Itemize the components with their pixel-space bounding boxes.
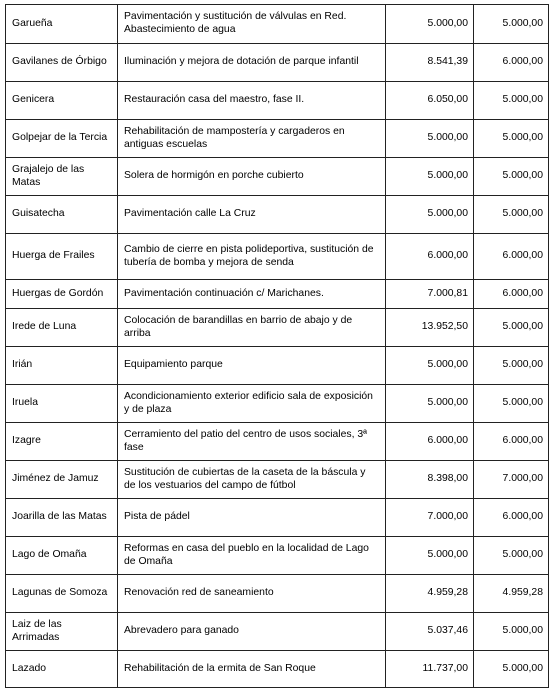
budget-amount-cell: 8.541,39 (386, 44, 474, 82)
grant-amount-cell: 5.000,00 (474, 651, 549, 688)
town-cell: Grajalejo de las Matas (6, 158, 118, 196)
town-cell: Guisatecha (6, 196, 118, 234)
work-description-cell: Rehabilitación de mampostería y cargaderos en antiguas escuelas (118, 120, 386, 158)
budget-amount-cell: 6.000,00 (386, 423, 474, 461)
town-cell: Iruela (6, 385, 118, 423)
budget-amount-cell: 5.000,00 (386, 196, 474, 234)
town-cell: Gavilanes de Órbigo (6, 44, 118, 82)
work-description-cell: Renovación red de saneamiento (118, 575, 386, 613)
town-cell: Lazado (6, 651, 118, 688)
grant-amount-cell: 6.000,00 (474, 234, 549, 280)
table-row (6, 423, 549, 461)
table-row (6, 309, 549, 347)
budget-amount-cell: 5.000,00 (386, 158, 474, 196)
grant-amount-cell: 7.000,00 (474, 461, 549, 499)
budget-amount-cell: 5.000,00 (386, 347, 474, 385)
work-description-cell: Restauración casa del maestro, fase II. (118, 82, 386, 120)
table-row (6, 575, 549, 613)
table-row (6, 613, 549, 651)
grant-amount-cell: 5.000,00 (474, 537, 549, 575)
town-cell: Lagunas de Somoza (6, 575, 118, 613)
grant-amount-cell: 5.000,00 (474, 120, 549, 158)
grants-table (5, 4, 549, 688)
town-cell: Lago de Omaña (6, 537, 118, 575)
table-row (6, 385, 549, 423)
budget-amount-cell: 5.000,00 (386, 120, 474, 158)
budget-amount-cell: 8.398,00 (386, 461, 474, 499)
budget-amount-cell: 5.037,46 (386, 613, 474, 651)
work-description-cell: Acondicionamiento exterior edificio sala de exposición y de plaza (118, 385, 386, 423)
grant-amount-cell: 5.000,00 (474, 385, 549, 423)
work-description-cell: Abrevadero para ganado (118, 613, 386, 651)
budget-amount-cell: 13.952,50 (386, 309, 474, 347)
town-cell: Irede de Luna (6, 309, 118, 347)
table-row (6, 499, 549, 537)
table-row (6, 651, 549, 688)
grant-amount-cell: 6.000,00 (474, 44, 549, 82)
work-description-cell: Cerramiento del patio del centro de usos sociales, 3ª fase (118, 423, 386, 461)
town-cell: Garueña (6, 5, 118, 44)
work-description-cell: Pavimentación y sustitución de válvulas en Red. Abastecimiento de agua (118, 5, 386, 44)
table-row (6, 461, 549, 499)
budget-amount-cell: 5.000,00 (386, 385, 474, 423)
table-row (6, 280, 549, 309)
work-description-cell: Solera de hormigón en porche cubierto (118, 158, 386, 196)
grants-table-body (6, 5, 549, 688)
budget-amount-cell: 5.000,00 (386, 537, 474, 575)
work-description-cell: Rehabilitación de la ermita de San Roque (118, 651, 386, 688)
grant-amount-cell: 5.000,00 (474, 196, 549, 234)
town-cell: Huerga de Frailes (6, 234, 118, 280)
table-row (6, 82, 549, 120)
work-description-cell: Pavimentación calle La Cruz (118, 196, 386, 234)
grant-amount-cell: 5.000,00 (474, 5, 549, 44)
grant-amount-cell: 5.000,00 (474, 158, 549, 196)
town-cell: Irián (6, 347, 118, 385)
table-row (6, 44, 549, 82)
town-cell: Laiz de las Arrimadas (6, 613, 118, 651)
grant-amount-cell: 5.000,00 (474, 613, 549, 651)
town-cell: Izagre (6, 423, 118, 461)
town-cell: Huergas de Gordón (6, 280, 118, 309)
budget-amount-cell: 6.000,00 (386, 234, 474, 280)
work-description-cell: Equipamiento parque (118, 347, 386, 385)
grant-amount-cell: 5.000,00 (474, 309, 549, 347)
table-row (6, 347, 549, 385)
town-cell: Joarilla de las Matas (6, 499, 118, 537)
budget-amount-cell: 6.050,00 (386, 82, 474, 120)
budget-amount-cell: 7.000,81 (386, 280, 474, 309)
town-cell: Golpejar de la Tercia (6, 120, 118, 158)
budget-amount-cell: 11.737,00 (386, 651, 474, 688)
budget-amount-cell: 7.000,00 (386, 499, 474, 537)
work-description-cell: Reformas en casa del pueblo en la localidad de Lago de Omaña (118, 537, 386, 575)
grant-amount-cell: 5.000,00 (474, 347, 549, 385)
grant-amount-cell: 5.000,00 (474, 82, 549, 120)
grant-amount-cell: 4.959,28 (474, 575, 549, 613)
grant-amount-cell: 6.000,00 (474, 499, 549, 537)
grant-amount-cell: 6.000,00 (474, 280, 549, 309)
table-row (6, 537, 549, 575)
work-description-cell: Colocación de barandillas en barrio de abajo y de arriba (118, 309, 386, 347)
budget-amount-cell: 4.959,28 (386, 575, 474, 613)
table-row (6, 234, 549, 280)
grant-amount-cell: 6.000,00 (474, 423, 549, 461)
budget-amount-cell: 5.000,00 (386, 5, 474, 44)
work-description-cell: Pista de pádel (118, 499, 386, 537)
table-row (6, 158, 549, 196)
work-description-cell: Sustitución de cubiertas de la caseta de la báscula y de los vestuarios del campo de fútbol (118, 461, 386, 499)
table-row (6, 120, 549, 158)
table-row (6, 5, 549, 44)
work-description-cell: Iluminación y mejora de dotación de parque infantil (118, 44, 386, 82)
table-row (6, 196, 549, 234)
work-description-cell: Cambio de cierre en pista polideportiva, sustitución de tubería de bomba y mejora de senda (118, 234, 386, 280)
town-cell: Genicera (6, 82, 118, 120)
town-cell: Jiménez de Jamuz (6, 461, 118, 499)
work-description-cell: Pavimentación continuación c/ Marichanes. (118, 280, 386, 309)
